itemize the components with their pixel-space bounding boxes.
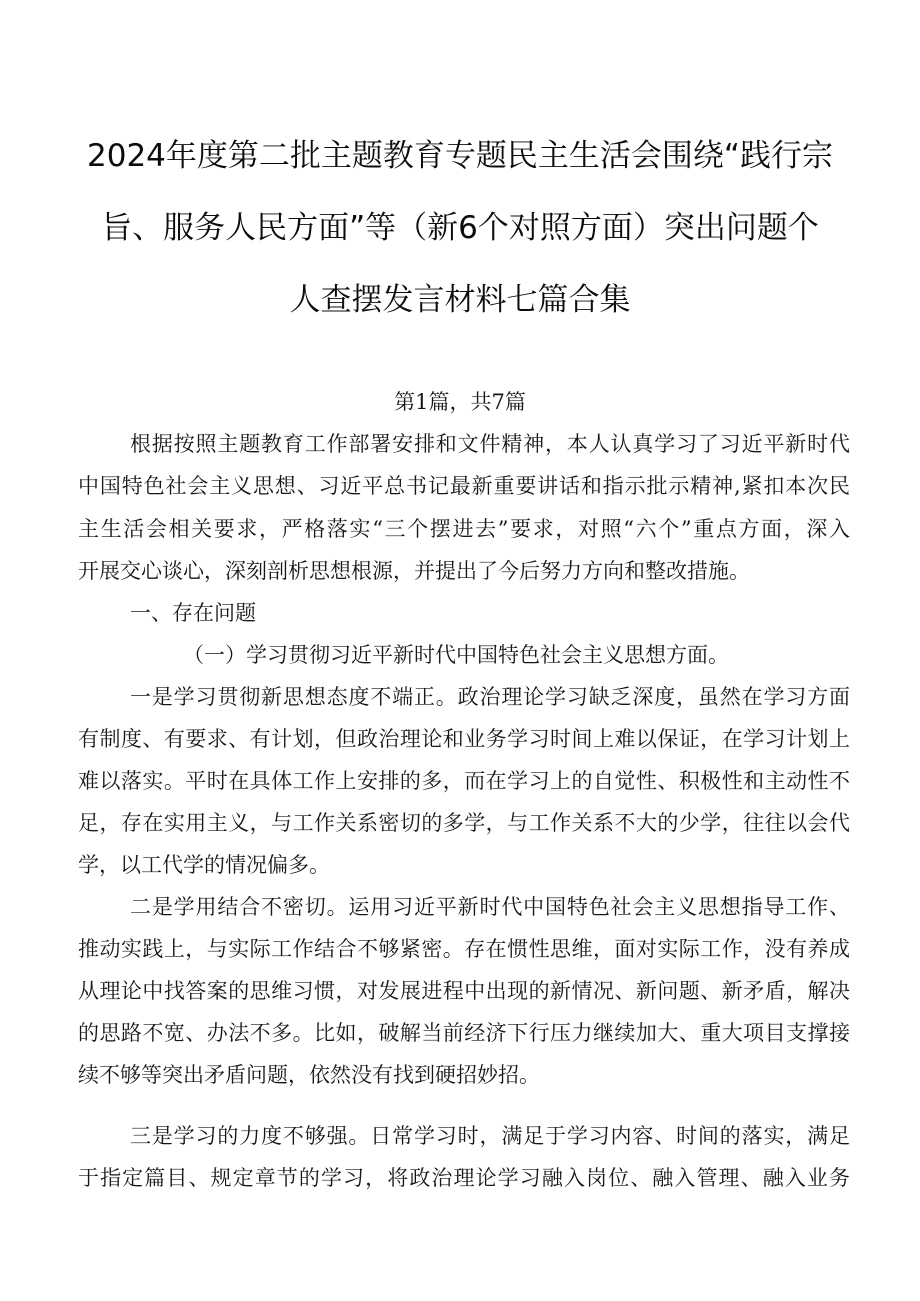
paragraph-line: 有制度、有要求、有计划，但政治理论和业务学习时间上难以保证，在学习计划上 [78,727,850,751]
document-title-line-1: 2024年度第二批主题教育专题民主生活会围绕“践行宗 [87,138,833,174]
paragraph-line: 中国特色社会主义思想、习近平总书记最新重要讲话和指示批示精神,紧扣本次民 [78,474,850,498]
paragraph-line: 的思路不宽、办法不多。比如，破解当前经济下行压力继续加大、重大项目支撑接 [78,1021,850,1045]
section-heading: 一、存在问题 [130,601,256,625]
paragraph-line: 开展交心谈心，深刻剖析思想根源，并提出了今后努力方向和整改措施。 [78,559,750,583]
paragraph-line: 于指定篇目、规定章节的学习，将政治理论学习融入岗位、融入管理、融入业务 [78,1166,850,1190]
paragraph-line: 足，存在实用主义，与工作关系密切的多学，与工作关系不大的少学，往往以会代 [78,811,850,835]
paragraph-line: 主生活会相关要求，严格落实“三个摆进去”要求，对照“六个”重点方面，深入 [78,517,850,541]
paragraph-line: 从理论中找答案的思维习惯，对发展进程中出现的新情况、新问题、新矛盾，解决 [78,979,850,1003]
paragraph-line: 推动实践上，与实际工作结合不够紧密。存在惯性思维，面对实际工作，没有养成 [78,937,850,961]
subsection-heading: （一）学习贯彻习近平新时代中国特色社会主义思想方面。 [183,643,729,667]
paragraph-line: 一是学习贯彻新思想态度不端正。政治理论学习缺乏深度，虽然在学习方面 [130,685,850,709]
paragraph-line: 根据按照主题教育工作部署安排和文件精神，本人认真学习了习近平新时代 [130,432,850,456]
paragraph-line: 二是学用结合不密切。运用习近平新时代中国特色社会主义思想指导工作、 [130,895,850,919]
document-title-line-2: 旨、服务人民方面”等（新6个对照方面）突出问题个 [101,210,819,246]
section-number: 第1篇，共7篇 [394,390,526,414]
paragraph-line: 学，以工代学的情况偏多。 [78,853,330,877]
paragraph-line: 续不够等突出矛盾问题，依然没有找到硬招妙招。 [78,1063,540,1087]
paragraph-line: 难以落实。平时在具体工作上安排的多，而在学习上的自觉性、积极性和主动性不 [78,769,850,793]
paragraph-line: 三是学习的力度不够强。日常学习时，满足于学习内容、时间的落实，满足 [130,1124,850,1148]
document-title-line-3: 人查摆发言材料七篇合集 [289,282,631,318]
